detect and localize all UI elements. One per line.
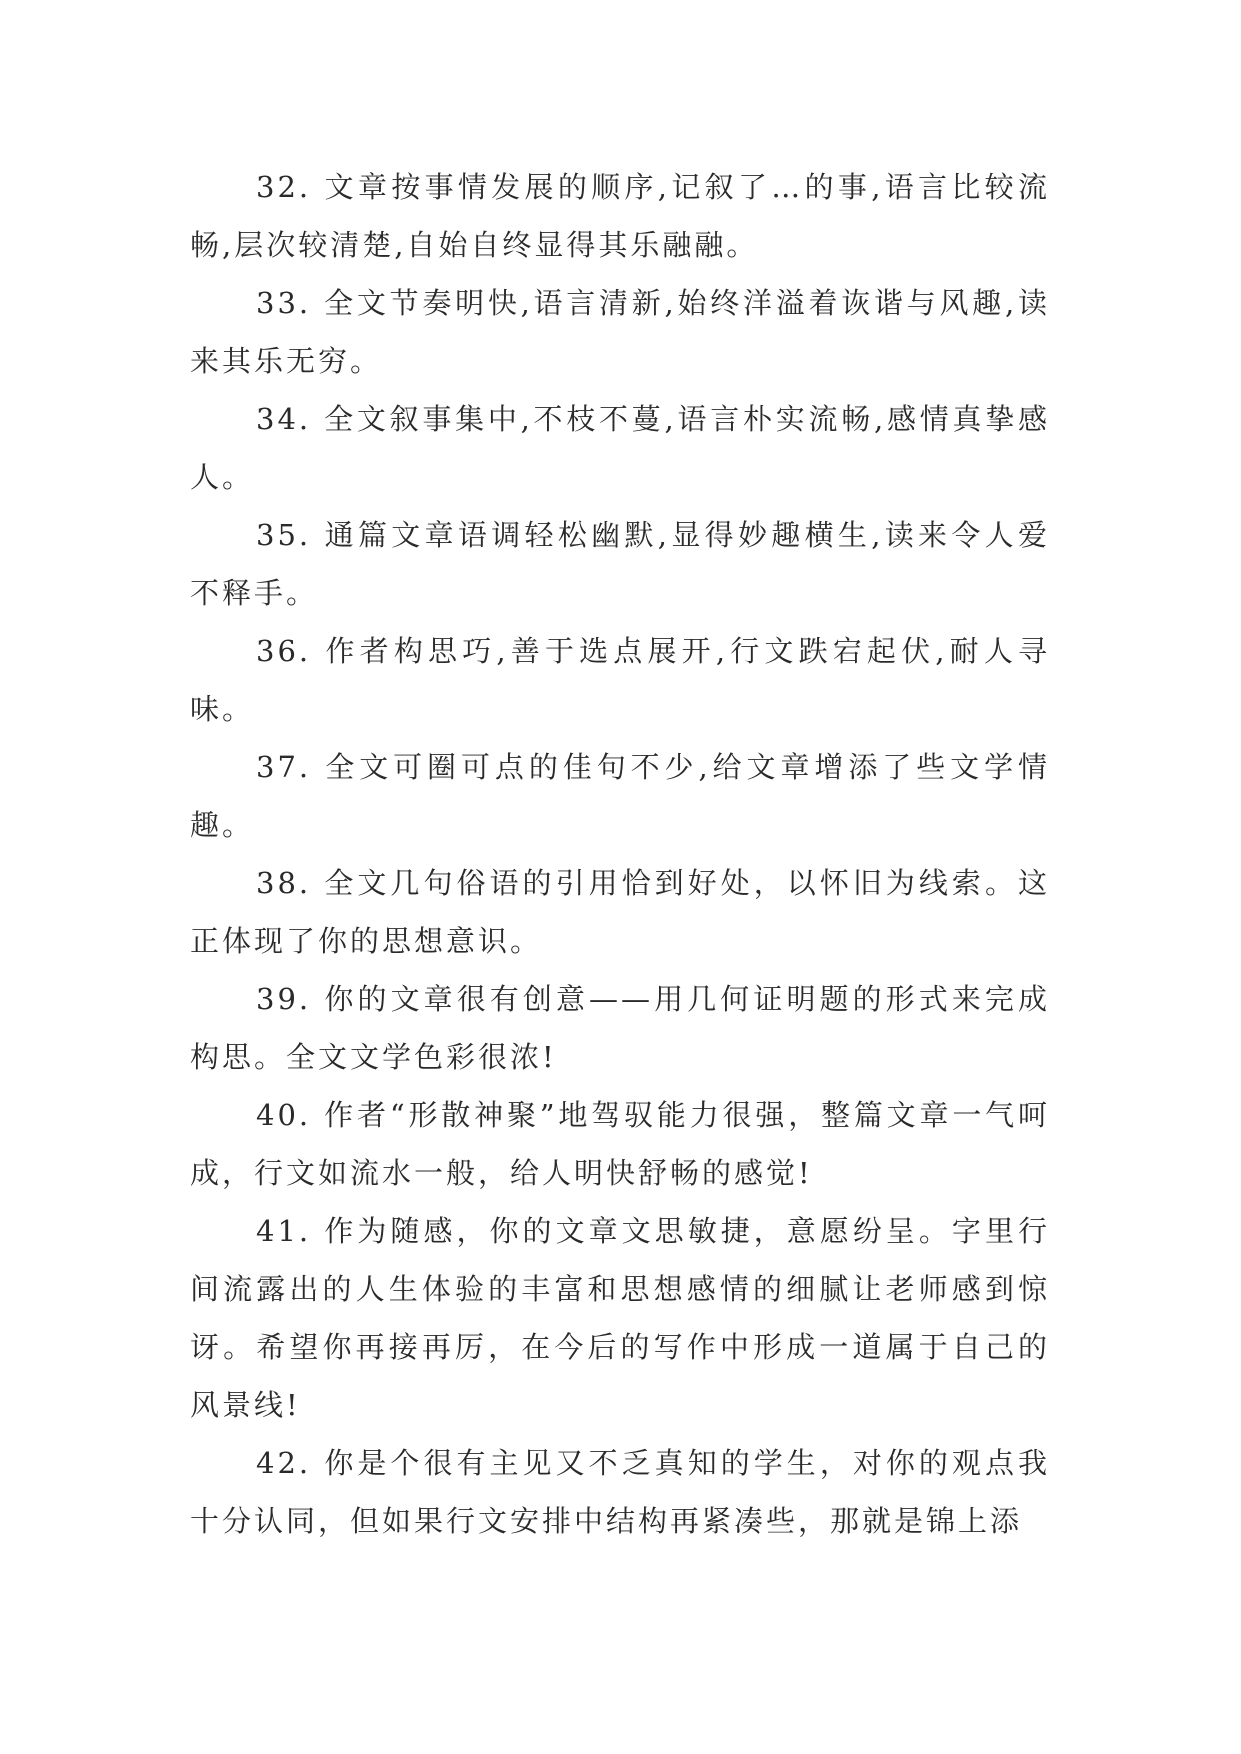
paragraph-41: 41. 作为随感，你的文章文思敏捷，意愿纷呈。字里行间流露出的人生体验的丰富和思想感情的细腻让老师感到惊讶。希望你再接再厉，在今后的写作中形成一道属于自己的风景线! xyxy=(190,1214,1050,1422)
paragraph-32: 32. 文章按事情发展的顺序,记叙了…的事,语言比较流畅,层次较清楚,自始自终显得其乐融融。 xyxy=(190,170,1050,262)
paragraph-36: 36. 作者构思巧,善于选点展开,行文跌宕起伏,耐人寻味。 xyxy=(190,634,1050,726)
paragraph-35: 35. 通篇文章语调轻松幽默,显得妙趣横生,读来令人爱不释手。 xyxy=(190,518,1050,610)
paragraph-42: 42. 你是个很有主见又不乏真知的学生，对你的观点我十分认同，但如果行文安排中结构再紧凑些，那就是锦上添 xyxy=(190,1446,1050,1538)
paragraph-37: 37. 全文可圈可点的佳句不少,给文章增添了些文学情趣。 xyxy=(190,750,1050,842)
paragraph-34: 34. 全文叙事集中,不枝不蔓,语言朴实流畅,感情真挚感人。 xyxy=(190,402,1050,494)
paragraph-33: 33. 全文节奏明快,语言清新,始终洋溢着诙谐与风趣,读来其乐无穷。 xyxy=(190,286,1050,378)
paragraph-38: 38. 全文几句俗语的引用恰到好处，以怀旧为线索。这正体现了你的思想意识。 xyxy=(190,866,1050,958)
paragraph-39: 39. 你的文章很有创意——用几何证明题的形式来完成构思。全文文学色彩很浓! xyxy=(190,982,1050,1074)
paragraph-40: 40. 作者“形散神聚”地驾驭能力很强，整篇文章一气呵成，行文如流水一般，给人明快舒畅的感觉! xyxy=(190,1098,1050,1190)
document-body xyxy=(190,158,1050,1550)
